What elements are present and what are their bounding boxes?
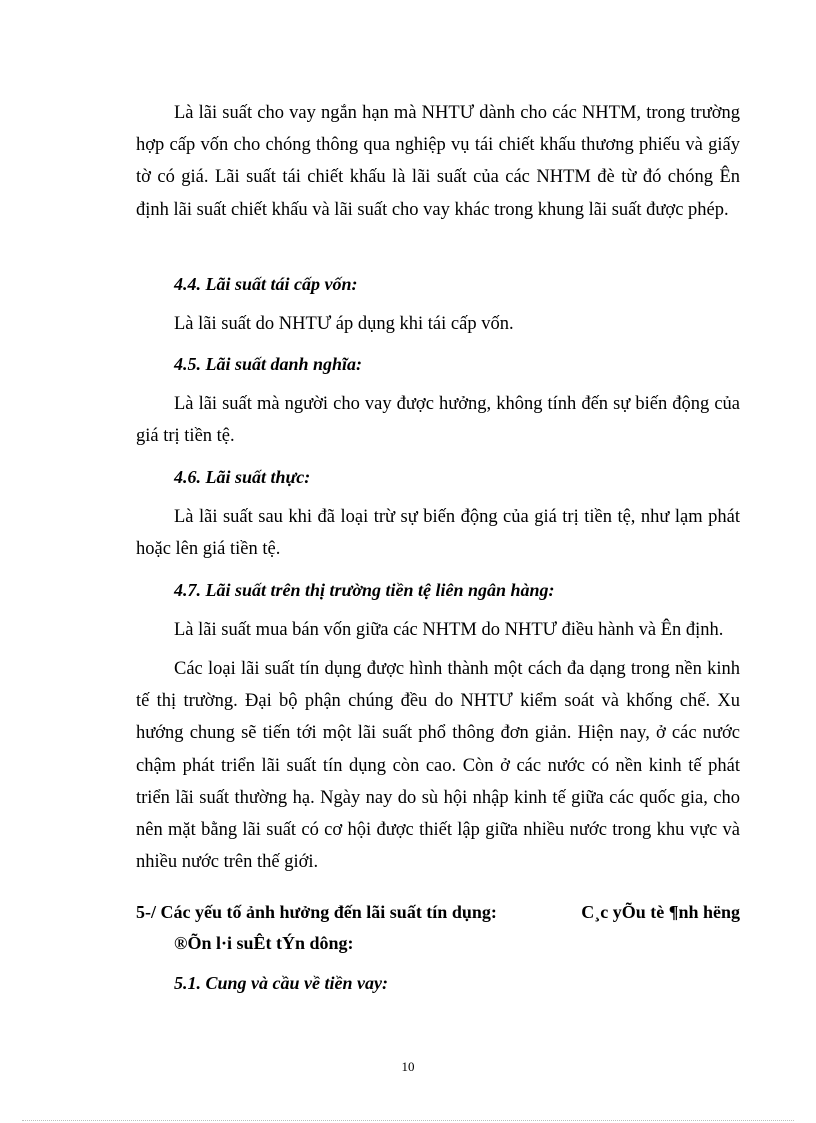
paragraph-real-rate: Là lãi suất sau khi đã loại trừ sự biến động của giá trị tiền tệ, như lạm phát hoặc lên giá tiền tệ. bbox=[136, 507, 740, 560]
paragraph-credit-rates-overview: Các loại lãi suất tín dụng được hình thành một cách đa dạng trong nền kinh tế thị trường. Đại bộ phận chúng đều do NHTƯ kiểm soát và khống chế. Xu hướng chung sẽ tiến tới một lãi suất phổ thông đơn giản. Hiện nay, ở các nước chậm phát triển lãi suất tín dụng còn cao. Còn ở các nước có nền kinh tế phát triển lãi suất thường hạ. Ngày nay do sù hội nhập kinh tế giữa các quốc gia, cho nên mặt bằng lãi suất có cơ hội được thiết lập giữa nhiều nước trong khu vực và nhiều nước trên thế giới. bbox=[136, 659, 740, 873]
page-number: 10 bbox=[401, 1059, 415, 1074]
section-5-garbled-text: C¸c yÕu tè ¶nh hëng bbox=[581, 902, 740, 922]
heading-5-1: 5.1. Cung và cầu về tiền vay: bbox=[174, 973, 388, 993]
section-5-title: 5-/ Các yếu tố ảnh hưởng đến lãi suất tín dụng: bbox=[136, 902, 497, 922]
heading-4-4: 4.4. Lãi suất tái cấp vốn: bbox=[174, 274, 358, 294]
paragraph-refinancing-rate: Là lãi suất do NHTƯ áp dụng khi tái cấp vốn. bbox=[174, 314, 514, 334]
section-5-garbled-text-continued: ®Õn l·i suÊt tÝn dông: bbox=[174, 933, 354, 953]
page-bottom-divider bbox=[22, 1120, 794, 1121]
paragraph-rediscount-rate: Là lãi suất cho vay ngắn hạn mà NHTƯ dành cho các NHTM, trong trường hợp cấp vốn cho chóng thông qua nghiệp vụ tái chiết khấu thương phiếu và giấy tờ có giá. Lãi suất tái chiết khấu là lãi suất của các NHTM đè từ đó chóng Ên định lãi suất chiết khấu và lãi suất cho vay khác trong khung lãi suất được phép. bbox=[136, 103, 740, 220]
heading-4-5: 4.5. Lãi suất danh nghĩa: bbox=[174, 354, 363, 374]
section-5-heading bbox=[136, 897, 740, 959]
heading-4-7: 4.7. Lãi suất trên thị trường tiền tệ liên ngân hàng: bbox=[174, 580, 555, 600]
paragraph-interbank-rate: Là lãi suất mua bán vốn giữa các NHTM do NHTƯ điều hành và Ên định. bbox=[174, 620, 724, 640]
heading-4-6: 4.6. Lãi suất thực: bbox=[174, 467, 311, 487]
paragraph-nominal-rate: Là lãi suất mà người cho vay được hưởng, không tính đến sự biến động của giá trị tiền tệ. bbox=[136, 394, 740, 447]
